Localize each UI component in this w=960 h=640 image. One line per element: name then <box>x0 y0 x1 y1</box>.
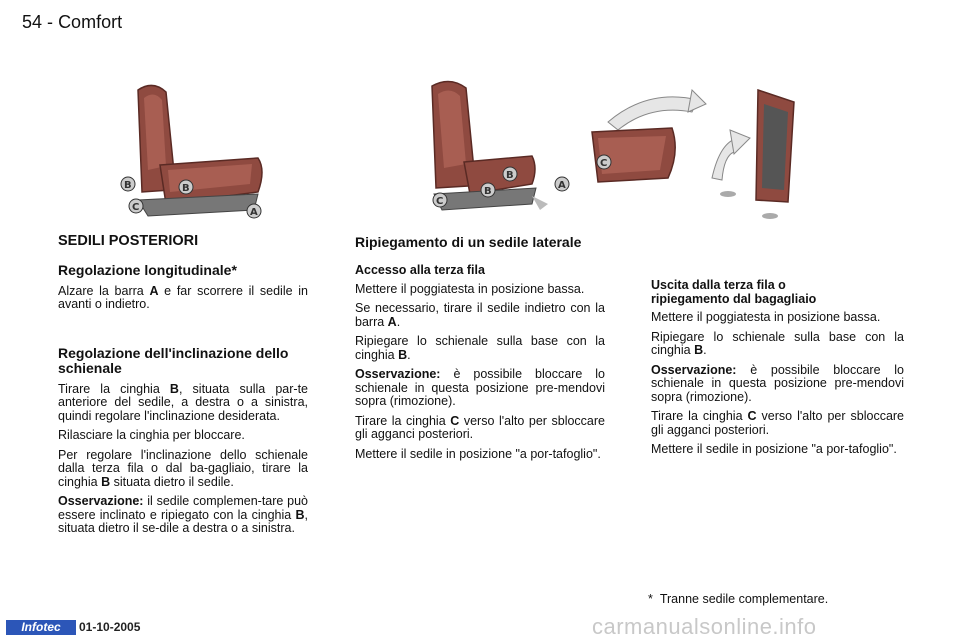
middle-note: Osservazione: è possibile bloccare lo schienale in questa posizione pre-mendovi sopra (rimozione). <box>355 367 605 408</box>
print-date: 01-10-2005 <box>79 620 141 634</box>
fig1-label-b1: B <box>124 180 132 191</box>
right-paragraph-1: Mettere il poggiatesta in posizione bassa. <box>651 310 881 324</box>
fig1-label-c: C <box>132 202 140 213</box>
middle-paragraph-5: Tirare la cinghia C verso l'alto per sbloccare gli agganci posteriori. <box>355 413 605 441</box>
middle-paragraph-1: Mettere il poggiatesta in posizione bassa. <box>355 281 585 296</box>
fig2-label-b1: B <box>484 186 492 197</box>
inclination-paragraph-2: Rilasciare la cinghia per bloccare. <box>58 428 245 442</box>
right-paragraph-4: Tirare la cinghia C verso l'alto per sbloccare gli agganci posteriori. <box>651 409 905 437</box>
longitudinal-heading: Regolazione longitudinale* <box>58 261 237 278</box>
section-heading: SEDILI POSTERIORI <box>58 233 199 249</box>
fig1-label-b2: B <box>182 183 190 194</box>
fig1-label-a: A <box>250 207 258 218</box>
header-separator: - <box>47 12 54 32</box>
right-column <box>651 279 904 463</box>
fig2-label-a: A <box>558 180 566 191</box>
inclination-note: Osservazione: il sedile complemen-tare può essere inclinato e ripiegato con la cinghia B, situata dietro il se-dile a destra o a sinistra. <box>58 494 308 535</box>
folding-heading: Ripiegamento di un sedile laterale <box>355 234 582 250</box>
page-number: 54 <box>22 12 43 32</box>
left-column <box>58 235 308 542</box>
site-watermark: carmanualsonline.info <box>592 614 817 639</box>
longitudinal-paragraph: Alzare la barra A e far scorrere il sedile in avanti o indietro. <box>58 283 308 311</box>
fig3-label-c: C <box>600 158 608 169</box>
seat-portfolio-illustration <box>588 82 798 222</box>
right-paragraph-2: Ripiegare lo schienale sulla base con la cinghia B. <box>651 329 904 357</box>
middle-paragraph-3: Ripiegare lo schienale sulla base con la cinghia B. <box>355 334 605 362</box>
middle-paragraph-6: Mettere il sedile in posizione "a por-tafoglio". <box>355 446 601 461</box>
footnote-text: Tranne sedile complementare. <box>659 592 829 606</box>
footnote-star: * <box>648 592 653 606</box>
fig2-label-b2: B <box>506 170 514 181</box>
footnote <box>648 592 828 606</box>
third-row-exit-heading: Uscita dalla terza fila o ripiegamento dal bagagliaio <box>651 278 817 306</box>
fig2-label-c: C <box>436 196 444 207</box>
middle-paragraph-2: Se necessario, tirare il sedile indietro con la barra A. <box>355 301 605 329</box>
seat-recline-illustration <box>108 80 268 225</box>
middle-column <box>355 235 605 467</box>
inclination-paragraph-3: Per regolare l'inclinazione dello schienale dalla terza fila o dal ba-gagliaio, tirare la cinghia B situata dietro il sedile. <box>58 447 308 489</box>
section-title: Comfort <box>58 12 123 32</box>
inclination-paragraph-1: Tirare la cinghia B, situata sulla par-te anteriore del sedile, a destra o a sinistra, quindi regolare l'inclinazione desiderata. <box>58 381 308 423</box>
page-header <box>22 12 122 33</box>
right-note: Osservazione: è possibile bloccare lo schienale in questa posizione pre-mendovi sopra (rimozione). <box>651 362 904 404</box>
third-row-access-heading: Accesso alla terza fila <box>355 263 485 277</box>
right-paragraph-5: Mettere il sedile in posizione "a por-tafoglio". <box>651 442 897 456</box>
seat-fold-illustration <box>412 78 588 218</box>
inclination-heading: Regolazione dell'inclinazione dello schienale <box>58 344 289 376</box>
infotec-logo: Infotec <box>6 620 76 635</box>
